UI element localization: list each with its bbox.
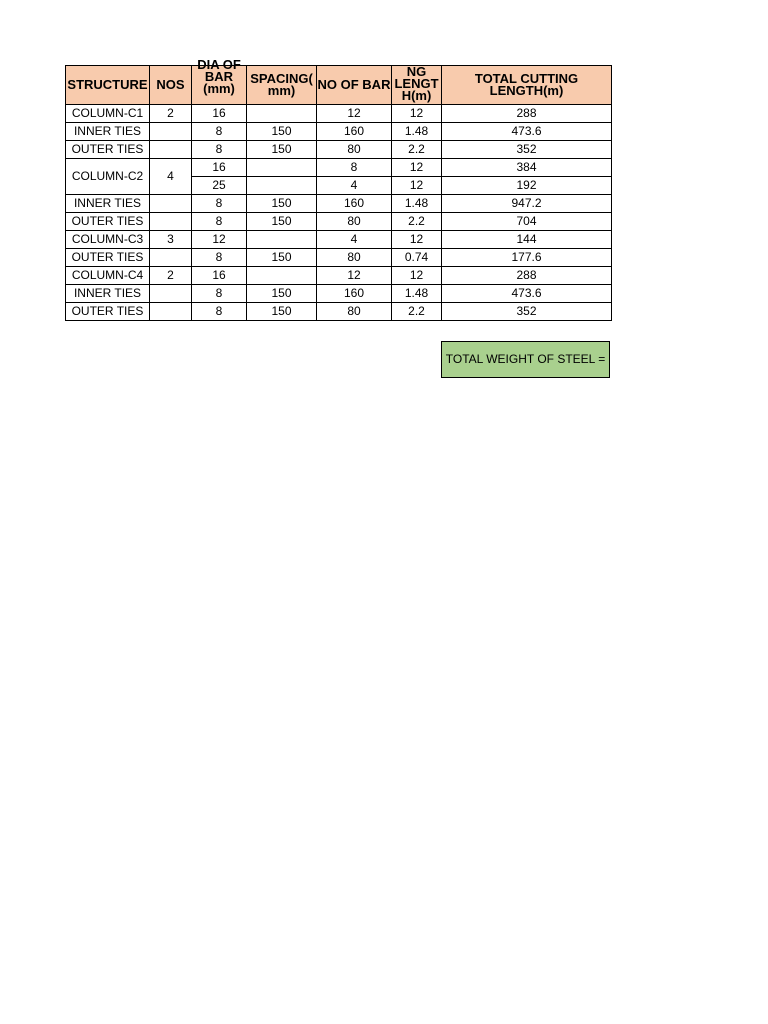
cell-no-of-bar[interactable]: 12 xyxy=(317,105,392,123)
cell-dia[interactable]: 8 xyxy=(192,213,247,231)
cell-dia[interactable]: 8 xyxy=(192,141,247,159)
cell-length[interactable]: 2.2 xyxy=(392,141,442,159)
table-row xyxy=(66,123,612,141)
cell-structure[interactable]: COLUMN-C2 xyxy=(66,159,150,195)
cell-total[interactable]: 288 xyxy=(442,267,612,285)
cell-nos[interactable] xyxy=(150,213,192,231)
table-row xyxy=(66,195,612,213)
cell-length[interactable]: 12 xyxy=(392,159,442,177)
table-row xyxy=(66,231,612,249)
cell-no-of-bar[interactable]: 160 xyxy=(317,195,392,213)
header-no-of-bar[interactable]: NO OF BAR xyxy=(317,66,392,105)
cell-structure[interactable]: OUTER TIES xyxy=(66,303,150,321)
cell-length[interactable]: 1.48 xyxy=(392,195,442,213)
cell-spacing[interactable]: 150 xyxy=(247,249,317,267)
cell-dia[interactable]: 8 xyxy=(192,285,247,303)
cell-length[interactable]: 0.74 xyxy=(392,249,442,267)
cell-nos[interactable] xyxy=(150,249,192,267)
steel-cutting-length-table xyxy=(65,57,612,321)
cell-nos[interactable] xyxy=(150,285,192,303)
table-row xyxy=(66,159,612,177)
header-length[interactable]: NG LENGT H(m) xyxy=(392,66,442,105)
cell-length[interactable]: 12 xyxy=(392,267,442,285)
cell-nos[interactable]: 2 xyxy=(150,105,192,123)
cell-no-of-bar[interactable]: 4 xyxy=(317,231,392,249)
cell-spacing[interactable] xyxy=(247,231,317,249)
cell-structure[interactable]: COLUMN-C1 xyxy=(66,105,150,123)
cell-spacing[interactable]: 150 xyxy=(247,195,317,213)
cell-total[interactable]: 947.2 xyxy=(442,195,612,213)
cell-length[interactable]: 12 xyxy=(392,105,442,123)
cell-dia[interactable]: 8 xyxy=(192,123,247,141)
cell-dia[interactable]: 8 xyxy=(192,249,247,267)
cell-dia[interactable]: 16 xyxy=(192,267,247,285)
header-row xyxy=(66,66,612,105)
cell-nos[interactable]: 4 xyxy=(150,159,192,195)
cell-spacing[interactable]: 150 xyxy=(247,141,317,159)
cell-dia[interactable]: 16 xyxy=(192,159,247,177)
cell-no-of-bar[interactable]: 8 xyxy=(317,159,392,177)
cell-structure[interactable]: COLUMN-C4 xyxy=(66,267,150,285)
cell-no-of-bar[interactable]: 160 xyxy=(317,285,392,303)
table-row xyxy=(66,285,612,303)
cell-spacing[interactable] xyxy=(247,159,317,177)
cell-dia[interactable]: 8 xyxy=(192,303,247,321)
cell-spacing[interactable]: 150 xyxy=(247,213,317,231)
table-row xyxy=(66,303,612,321)
cell-total[interactable]: 288 xyxy=(442,105,612,123)
cell-length[interactable]: 12 xyxy=(392,231,442,249)
total-weight-of-steel-cell[interactable] xyxy=(441,341,610,378)
cell-no-of-bar[interactable]: 80 xyxy=(317,249,392,267)
cell-structure[interactable]: INNER TIES xyxy=(66,285,150,303)
cell-spacing[interactable]: 150 xyxy=(247,285,317,303)
cell-total[interactable]: 144 xyxy=(442,231,612,249)
cell-nos[interactable]: 3 xyxy=(150,231,192,249)
cell-spacing[interactable] xyxy=(247,105,317,123)
cell-nos[interactable] xyxy=(150,303,192,321)
cell-spacing[interactable]: 150 xyxy=(247,303,317,321)
cell-total[interactable]: 352 xyxy=(442,141,612,159)
cell-length[interactable]: 1.48 xyxy=(392,123,442,141)
cell-structure[interactable]: COLUMN-C3 xyxy=(66,231,150,249)
cell-length[interactable]: 2.2 xyxy=(392,213,442,231)
cell-total[interactable]: 473.6 xyxy=(442,123,612,141)
cell-structure[interactable]: OUTER TIES xyxy=(66,249,150,267)
table-row xyxy=(66,267,612,285)
cell-dia[interactable]: 8 xyxy=(192,195,247,213)
cell-length[interactable]: 12 xyxy=(392,177,442,195)
cell-no-of-bar[interactable]: 80 xyxy=(317,213,392,231)
cell-no-of-bar[interactable]: 80 xyxy=(317,141,392,159)
cell-dia[interactable]: 16 xyxy=(192,105,247,123)
cell-spacing[interactable]: 150 xyxy=(247,123,317,141)
cell-total[interactable]: 352 xyxy=(442,303,612,321)
cell-total[interactable]: 473.6 xyxy=(442,285,612,303)
header-total-cutting-length[interactable]: TOTAL CUTTING LENGTH(m) xyxy=(442,66,612,105)
table-row xyxy=(66,105,612,123)
cell-dia[interactable]: 25 xyxy=(192,177,247,195)
cell-spacing[interactable] xyxy=(247,177,317,195)
cell-dia[interactable]: 12 xyxy=(192,231,247,249)
header-structure[interactable]: STRUCTURE xyxy=(66,66,150,105)
table-row xyxy=(66,213,612,231)
cell-nos[interactable]: 2 xyxy=(150,267,192,285)
cell-spacing[interactable] xyxy=(247,267,317,285)
cell-no-of-bar[interactable]: 160 xyxy=(317,123,392,141)
cell-no-of-bar[interactable]: 4 xyxy=(317,177,392,195)
cell-structure[interactable]: OUTER TIES xyxy=(66,213,150,231)
cell-total[interactable]: 384 xyxy=(442,159,612,177)
table-row xyxy=(66,141,612,159)
cell-total[interactable]: 192 xyxy=(442,177,612,195)
total-weight-label: TOTAL WEIGHT OF STEEL = xyxy=(445,352,606,366)
cell-total[interactable]: 704 xyxy=(442,213,612,231)
cell-nos[interactable] xyxy=(150,195,192,213)
cell-structure[interactable]: INNER TIES xyxy=(66,123,150,141)
cell-no-of-bar[interactable]: 80 xyxy=(317,303,392,321)
cell-nos[interactable] xyxy=(150,123,192,141)
cell-length[interactable]: 1.48 xyxy=(392,285,442,303)
cell-length[interactable]: 2.2 xyxy=(392,303,442,321)
cell-no-of-bar[interactable]: 12 xyxy=(317,267,392,285)
header-spacing[interactable]: SPACING( mm) xyxy=(247,66,317,105)
header-dia-of-bar[interactable]: DIA OF BAR (mm) xyxy=(192,66,247,105)
table-row xyxy=(66,249,612,267)
header-nos[interactable]: NOS xyxy=(150,66,192,105)
cell-nos[interactable] xyxy=(150,141,192,159)
cell-structure[interactable]: INNER TIES xyxy=(66,195,150,213)
cell-total[interactable]: 177.6 xyxy=(442,249,612,267)
cell-structure[interactable]: OUTER TIES xyxy=(66,141,150,159)
steel-schedule-sheet xyxy=(65,57,612,321)
